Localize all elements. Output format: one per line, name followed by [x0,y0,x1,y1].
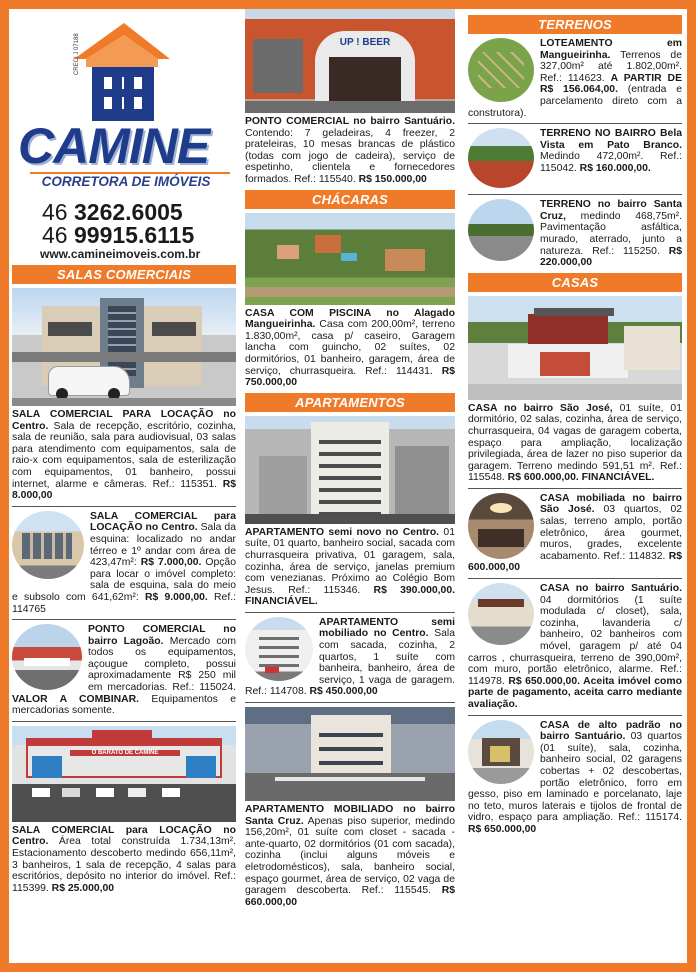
beer-sign: UP ! BEER [339,37,391,48]
chacara-body: Casa com 200,00m², terreno 1.830,00m², casa p/ caseiro, Garagem lancha com guincho, 02 suítes, 02 dormitórios, 01 banheiro, garagem, área de serviço, churrasqueira. Ref.: 114431. [245,319,455,377]
ponto-santuario-price: R$ 150.000,00 [355,173,427,185]
listing-ap3[interactable] [245,804,455,908]
sala1-title: SALA COMERCIAL PARA LOCAÇÃO no Centro. [12,409,236,432]
casa1-price: R$ 600.000,00. FINANCIÁVEL. [504,472,655,484]
sala3-price: R$ 25.000,00 [48,882,115,894]
phone-2-ddd: 46 [42,222,68,248]
listing-ap1[interactable] [245,527,455,608]
listing-chacara[interactable] [245,308,455,389]
sala1-price: R$ 8.000,00 [12,478,236,502]
ap1-title: APARTAMENTO semi novo no Centro. [245,526,440,538]
ap2-title: APARTAMENTO semi mobiliado no Centro. [319,616,455,640]
section-header-chacaras: CHÁCARAS [245,190,455,209]
ter1-price: A PARTIR DE R$ 156.064,00. [540,72,682,96]
sala2-body: Sala da esquina: localizado no andar térreo e 1º andar com área de 423,47m²: [90,522,236,569]
ter1-photo[interactable] [468,38,534,102]
logo-block [12,9,236,261]
ap2-body: Sala com sacada, cozinha, 2 quartos, 1 suíte com banheira, banheiro, área de serviço, 1 vaga de garagem. Ref.: 114708. [245,628,455,698]
casa1-body: 01 suíte, 01 dormitório, 02 salas, cozinha, área de serviço, churrasqueira, 04 vagas de garagem coberta, espaço para ampliação, localização privilegiada, área de lazer no piso superior da garagem. Terreno medindo 591,51 m². Ref.: 115548. [468,402,682,484]
sala2-photo[interactable] [12,511,84,579]
ter2-price: R$ 160.000,00. [576,162,651,174]
listing-ap2[interactable] [245,617,455,698]
phone-1-number: 3262.6005 [73,199,183,225]
ponto-santuario-photo[interactable] [245,9,455,113]
casa2-body: 03 quartos, 02 salas, terreno amplo, portão eletrônico, área gourmet, muros, grades, excelente acabamento. Ref.: 114832. [540,504,682,562]
market-sign: O BARATO DE CAMINE [70,750,180,756]
ap1-price: R$ 390.000,00. FINANCIÁVEL. [245,584,455,608]
ponto-lagoao-photo[interactable] [12,624,82,690]
ponto-lagoao-title: PONTO COMERCIAL no bairro Lagoão. [88,624,236,647]
sala1-photo[interactable] [12,288,236,406]
casa1-title: CASA no bairro São José, [468,402,613,414]
brand-subtitle: CORRETORA DE IMÓVEIS [41,174,211,189]
ap3-title: APARTAMENTO MOBILIADO no bairro Santa Cruz. [245,804,455,827]
ap3-body: Apenas piso superior, medindo 156,20m², 01 suíte com closet - sacada - ante-quarto, 02 dormitórios (01 com sacada), cozinha (inclui alguns móveis e eletrodomésticos), sala, banheiro social, espaço gourmet, área de serviço, 02 vaga de garagem descoberta. Ref.: 115545. [245,815,455,897]
sala2-body2: Opção para locar o imóvel completo: sala de esquina, sala do meio e subsolo com 641,62m²: [12,557,236,603]
column-right [468,9,682,963]
ter2-body: Medindo 472,00m². Ref.: 115042. [540,151,682,174]
ter1-body: Terrenos de 327,00m² até 1.802,00m². Ref.: 114623. [540,49,682,84]
phone-1-ddd: 46 [42,199,68,225]
brand-name: CAMINE [18,118,210,174]
website-link[interactable]: www.camineimoveis.com.br [40,247,201,261]
ter1-body2: (entrada e parcelamento direto com a construtora). [468,84,682,119]
chacara-title: CASA COM PISCINA no Alagado Mangueirinha. [245,307,455,331]
chacara-photo[interactable] [245,213,455,305]
listing-ponto-santuario[interactable] [245,116,455,186]
creci-label: CRECI J 07188 [74,33,80,75]
listing-casa3[interactable] [468,583,682,711]
casa4-body: 03 quartos (01 suíte), sala, cozinha, banheiro social, 02 garagens cobertas + 02 descobertas, portão eletrônico, forro em gesso, piso em laminado e porcelanato, laje no teto, muros laterais e tijolos de frontal de vidro, espaço para ampliação. Ref.: 115174. [468,731,682,824]
ter2-photo[interactable] [468,128,534,188]
ap1-photo[interactable] [245,416,455,524]
listing-ter2[interactable] [468,128,682,190]
sala2-ref: Ref.: 114765 [12,591,236,615]
ap1-body: 01 suíte, 01 quarto, banheiro social, sacada com churrasqueira privativa, 01 garagem, sala, cozinha, área de serviço, janelas premium com venezianas. Próximo ao Colégio Bom Jesus. Ref.: 115346. [245,526,455,596]
listing-casa4[interactable] [468,720,682,836]
ponto-lagoao-body: Mercado com todos os equipamentos, açougue completo, possui aproximadamente R$ 250 mil em mercadorias. Ref.: 115024. [88,635,236,694]
casa2-price: R$ 600.000,00 [468,550,682,574]
ponto-santuario-title: PONTO COMERCIAL no bairro Santuário. [245,116,455,127]
ponto-lagoao-price: VALOR A COMBINAR. [12,693,140,705]
casa2-title: CASA mobiliada no bairro São José. [540,492,682,516]
ter3-price: R$ 220.000,00 [540,245,682,269]
column-left [12,9,236,963]
section-header-salas: SALAS COMERCIAIS [12,265,236,284]
listing-ponto-lagoao[interactable] [12,624,236,717]
ter2-title: TERRENO NO BAIRRO Bela Vista em Pato Branco. [540,128,682,151]
ponto-lagoao-body2: Equipamentos e mercadorias somente. [12,693,236,717]
casa2-photo[interactable] [468,493,534,559]
column-middle [245,9,455,963]
casa3-photo[interactable] [468,583,534,645]
ap2-photo[interactable] [245,617,313,681]
section-header-apartamentos: APARTAMENTOS [245,393,455,412]
ap3-photo[interactable] [245,707,455,801]
ap2-price: R$ 450.000,00 [306,686,378,698]
sala1-body: Sala de recepção, escritório, cozinha, sala de reunião, sala para audiovisual, 03 salas para atendimento com equipamentos, sala de raio-x com equipamentos, sala de esterilização com equipamentos, 01 banheiro, possui internet, alarme e câmeras. Ref.: 115351. [12,420,236,490]
casa4-price: R$ 650.000,00 [468,823,537,835]
house-logo-icon [12,17,236,129]
section-header-terrenos: TERRENOS [468,15,682,34]
sala3-title: SALA COMERCIAL para LOCAÇÃO no Centro. [12,824,236,848]
casa1-photo[interactable] [468,296,682,400]
listing-ter3[interactable] [468,199,682,269]
ter1-title: LOTEAMENTO em Mangueirinha. [540,38,682,61]
listing-casa2[interactable] [468,493,682,574]
listing-casa1[interactable] [468,403,682,484]
ter3-title: TERRENO no bairro Santa Cruz, [540,199,682,222]
ap3-price: R$ 660.000,00 [245,885,455,908]
phone-2[interactable] [42,222,194,249]
casa4-title: CASA de alto padrão no bairro Santuário. [540,719,682,743]
casa3-price: R$ 650.000,00. Aceita imóvel como parte de pagamento, aceita carro mediante avaliação. [468,675,682,710]
sala3-body: Área total construída 1.734,13m². Estacionamento descoberto medindo 656,11m², 3 banheiros, 1 sala de recepção, 4 salas para escritórios, depósito no interior do imóvel. Ref.: 115399. [12,836,236,894]
listing-sala1[interactable] [12,409,236,502]
casa4-photo[interactable] [468,720,534,784]
sala2-title: SALA COMERCIAL para LOCAÇÃO no Centro. [90,510,236,534]
listing-sala3[interactable] [12,825,236,895]
listing-sala2[interactable] [12,511,236,615]
sala2-price: R$ 7.000,00. [140,557,202,569]
ter3-photo[interactable] [468,199,534,261]
ter3-body: medindo 468,75m². Pavimentação asfáltica, murado, aterrado, junto a natureza. Ref.: 115250. [540,210,682,257]
listing-ter1[interactable] [468,38,682,119]
chacara-price: R$ 750.000,00 [245,365,455,389]
casa3-title: CASA no bairro Santuário. [540,583,682,595]
ponto-santuario-body: Contendo: 7 geladeiras, 4 freezer, 2 prateleiras, 10 mesas brancas de plástico (todas com jogo de cadeira), serviço de espetinho, clientela e fornecedores formados. Ref.: 115540. [245,127,455,185]
phone-2-number: 99915.6115 [73,222,195,248]
sala3-photo[interactable] [12,726,236,822]
casa3-body: 04 dormitórios (1 suíte modulada c/ closet), sala, cozinha, lavanderia c/ banheiro, 02 banheiros com móvel, garagem p/ até 04 carros , churrasqueira, terreno de 390,00m², com muro, portão eletrônico, alarme. Ref.: 114978. [468,594,682,687]
section-header-casas: CASAS [468,273,682,292]
sala2-price2: R$ 9.000,00. [144,591,208,603]
